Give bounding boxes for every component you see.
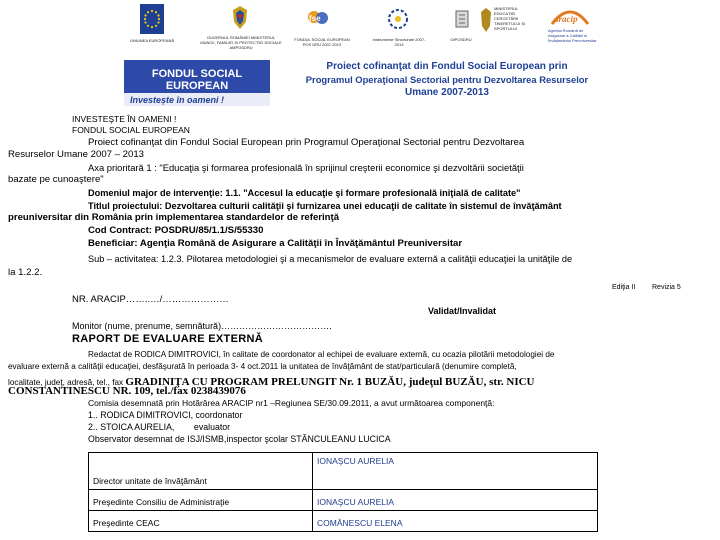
school-name: GRADINIŢA CU PROGRAM PRELUNGIT Nr. 1 BUZĂU, judeţul BUZĂU, str. NICU [125,376,535,388]
member-1: 1.. RODICA DIMITROVICI, coordonator [88,410,243,420]
school-address: CONSTANTINESCU NR. 109, tel./fax 0238439076 [8,385,246,397]
gov-logo-label: GUVERNUL ROMÂNIEI MINISTERUL MUNCII, FAMILIEI ȘI PROTECȚIEI SOCIALE AMPOSDRU [200,35,282,50]
comisia-line: Comisia desemnată prin Hotărârea ARACIP nr1 –Regiunea SE/30.09.2011, a avut următoarea componenţă: [88,398,495,408]
table-row [89,453,598,490]
observator-line: Observator desemnat de ISJ/ISMB,inspector şcolar STĂNCULEANU LUCICA [88,434,391,444]
nr-aracip: NR. ARACIP……..…/………………… [72,294,229,305]
fse-logo [306,8,332,30]
axa-line-1: Axa prioritară 1 : "Educaţia şi formarea profesională în sprijinul creşterii economice şi dezvoltării societăţii [88,162,524,173]
ministry-logo-label: MINISTERUL EDUCAȚIEI CERCETĂRII TINERETULUI ȘI SPORTULUI [494,6,526,31]
romania-coat-of-arms-logo [230,4,250,32]
fse-banner-slogan: Investește în oameni ! [130,95,225,105]
table-row [89,511,598,532]
oiposdru-logo [452,8,472,32]
aracip-logo [550,4,590,28]
name-value: IONAŞCU AURELIA [317,497,394,507]
is-logo-label: Instrumente Structurale 2007-2013 [372,37,426,47]
redactat-line-1: Redactat de RODICA DIMITROVICI, în calitate de coordonator al echipei de evaluare externă, cu ocazia pilotării metodologiei de [88,350,555,359]
eu-logo-label: UNIUNEA EUROPEANĂ [129,38,174,43]
role-label: Director unitate de învăţământ [93,476,207,486]
role-label: Preşedinte CEAC [93,518,160,528]
invest-heading: INVESTEŞTE ÎN OAMENI ! [72,114,177,124]
revizia: Revizia 5 [652,284,681,291]
subactivitate-line-2: la 1.2.2. [8,267,43,278]
project-banner-line-3: Umane 2007-2013 [405,87,489,98]
axa-line-2: bazate pe cunoaştere" [8,174,104,185]
monitor-line: Monitor (nume, prenume, semnătură)………………………………. [72,321,332,331]
validat-invalidat: Validat/Invalidat [428,306,497,316]
proiect-line-1: Proiect cofinanţat din Fondul Social European prin Programul Operaţional Sectorial pentru Dezvoltarea [88,137,525,148]
ministry-logo [480,6,492,34]
role-cell [89,511,313,532]
svg-text:fse: fse [309,14,321,23]
proiect-line-2: Resurselor Umane 2007 – 2013 [8,149,144,160]
editia: Ediţia II [612,284,636,291]
eu-flag-logo [140,4,164,34]
subactivitate-line-1: Sub – activitatea: 1.2.3. Pilotarea metodologiei şi a mecanismelor de evaluare externă a calităţii educaţiei la unităţile de [88,254,573,264]
redactat-line-3-prefix: localitate, judeţ, adresă, tel., fax [8,378,126,387]
name-value: COMĂNESCU ELENA [317,518,403,528]
domeniul-line: Domeniul major de intervenţie: 1.1. "Accesul la educaţie şi formare profesională iniţială de calitate" [88,188,521,198]
project-banner-line-1: Proiect cofinanţat din Fondul Social European prin [326,61,568,72]
name-cell [313,453,598,490]
beneficiar: Beneficiar: Agenţia Română de Asigurare a Calităţii în Învăţământul Preuniversitar [88,238,463,249]
cod-contract: Cod Contract: POSDRU/85/1.1/S/55330 [88,225,264,236]
project-banner-line-2: Programul Operaţional Sectorial pentru Dezvoltarea Resurselor [305,74,589,85]
titlul-line-2: preuniversitar din România prin implementarea standardelor de referinţă [8,212,340,223]
name-value: IONAŞCU AURELIA [317,456,394,466]
svg-text:aracip: aracip [554,14,578,24]
fse-banner [124,60,270,106]
signature-table [88,452,598,532]
role-label: Preşedinte Consiliu de Administraţie [93,497,230,507]
titlul-line-1: Titlul proiectului: Dezvoltarea culturii calităţii şi furnizarea unei educaţii de calitate în sistemul de învăţământ [88,201,562,211]
redactat-line-2: evaluare externă a calităţii educaţiei, desfăşurată în perioada 3- 4 oct.2011 la unitatea de învăţământ de stat/particulară (denumire completă, [8,362,517,371]
role-cell [89,453,313,490]
instrumente-structurale-logo [380,7,416,31]
name-cell [313,511,598,532]
fse-heading: FONDUL SOCIAL EUROPEAN [72,125,190,135]
fse-logo-label: FONDUL SOCIAL EUROPEAN POS DRU 2007-2013 [294,37,350,47]
member-2: 2.. STOICA AURELIA, evaluator [88,422,231,432]
role-cell [89,490,313,511]
fse-banner-title: FONDUL SOCIAL EUROPEAN [151,68,243,92]
aracip-logo-label: Agenția Română de Asigurare a Calității în Învățământul Preuniversitar [548,28,597,43]
name-cell [313,490,598,511]
table-row [89,490,598,511]
oiposdru-logo-label: OIPOSDRU [450,37,472,42]
report-title: RAPORT DE EVALUARE EXTERNĂ [72,333,263,345]
